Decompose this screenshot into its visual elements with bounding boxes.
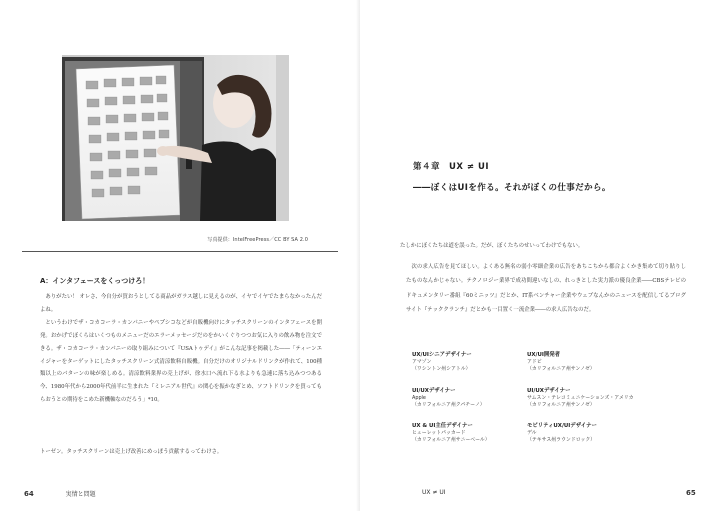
job-listing <box>527 388 677 410</box>
job-company: アマゾン <box>412 359 432 366</box>
job-title: UX & UI主任デザイナー <box>412 423 473 429</box>
job-company: デル <box>527 430 537 437</box>
page-number-right: 65 <box>686 489 696 497</box>
section-heading: A：インタフェースをくっつけろ！ <box>40 277 150 285</box>
job-company: Apple <box>412 395 426 402</box>
left-footer <box>24 489 96 498</box>
job-title: モビリティUX/UIデザイナー <box>527 423 597 429</box>
photo-illustration <box>62 55 289 221</box>
job-listing <box>527 352 677 374</box>
chapter-subtitle: ――ぼくはUIを作る。それがぼくの仕事だから。 <box>413 183 611 193</box>
divider-line <box>22 251 338 252</box>
vending-machine-photo <box>62 55 289 221</box>
job-company: サムスン・テレコミュニケーションズ・アメリカ <box>527 395 634 402</box>
job-listing <box>527 423 677 445</box>
left-body-text <box>40 291 322 407</box>
job-location: （テキサス州ラウンドロック） <box>527 437 596 444</box>
paragraph: 次の求人広告を見てほしい。よくある無名の弱小零細企業の広告をあちこちから都合よくかき集めて切り貼りしたものなんかじゃない。テクノロジー業界で成功間違いなしの、れっきとした実力派の優良企業――CBSテレビのドキュメンタリー番組『60ミニッツ』だとか、IT系ベンチャー企業やウェブなんかのニュースを配信してるブログサイト『テッククランチ』だとかも一目置く一流企業――の求人広告なのだ。 <box>406 264 686 313</box>
job-title: UI/UXデザイナー <box>527 388 571 394</box>
right-footer-title: UX ≠ UI <box>422 489 446 496</box>
job-location: （カリフォルニア州サニーベール） <box>412 437 490 444</box>
job-company: アドビ <box>527 359 542 366</box>
right-page <box>360 0 720 511</box>
paragraph: というわけでザ・コカコーラ・カンパニーやペプシコなどが自販機向けにタッチスクリーンのインタフェースを開発。おかげでぼくらはいくつものメニューだのエラーメッセージだのをかいくぐりつつお気に入りの飲み物を注文できる。ザ・コカコーラ・カンパニーの取り組みについて『USAトゥデイ』がこんな記事を掲載した――「ティーンエイジャーをターゲットにしたタッチスクリーン式清涼飲料自販機。自分だけのオリジナルドリンクが作れて、100種類以上のパターンの味が楽しめる。清涼飲料業界の売上げが、徐水口へ流れ下る水よりも急速に落ち込みつつある今、1980年代から2000年代前半に生まれた『ミレニアル世代』の関心を振かなぎとめ、ソフトドリンクを買ってもらおうとの期待をこめた新機軸なのだろう」*10。 <box>40 319 322 404</box>
photo-credit: 写真提供：IntelFreePress／CC BY SA 2.0 <box>207 237 308 243</box>
job-location: （カリフォルニア州サンノゼ） <box>527 402 595 409</box>
chapter-title: 第４章 UX ≠ UI <box>413 162 490 172</box>
job-company: ヒューレットパッカード <box>412 430 466 437</box>
opening-line: たしかにぼくたちは道を誤った。だが、ぼくたちのせいってわけでもない。 <box>400 243 584 249</box>
job-title: UI/UXデザイナー <box>412 388 456 394</box>
closing-line: トーゼン。タッチスクリーンは売上げ改善にめっぽう貢献するってわけさ。 <box>40 449 223 455</box>
job-location: （カリフォルニア州サンノゼ） <box>527 366 595 373</box>
job-location: （カリフォルニア州クパチーノ） <box>412 402 485 409</box>
footer-chapter-title: 実情と問題 <box>65 491 96 498</box>
page-number-left: 64 <box>24 490 34 498</box>
job-title: UX/UI開発者 <box>527 352 561 358</box>
job-title: UX/UIシニアデザイナー <box>412 352 472 358</box>
job-location: （ワシントン州シアトル） <box>412 366 471 373</box>
paragraph: ありがたい！ オレさ、今自分が買おうとしてる商品がガラス越しに見えるのが、イヤでイヤでたまらなかったんだよね。 <box>40 294 322 313</box>
right-body-text <box>406 260 686 317</box>
